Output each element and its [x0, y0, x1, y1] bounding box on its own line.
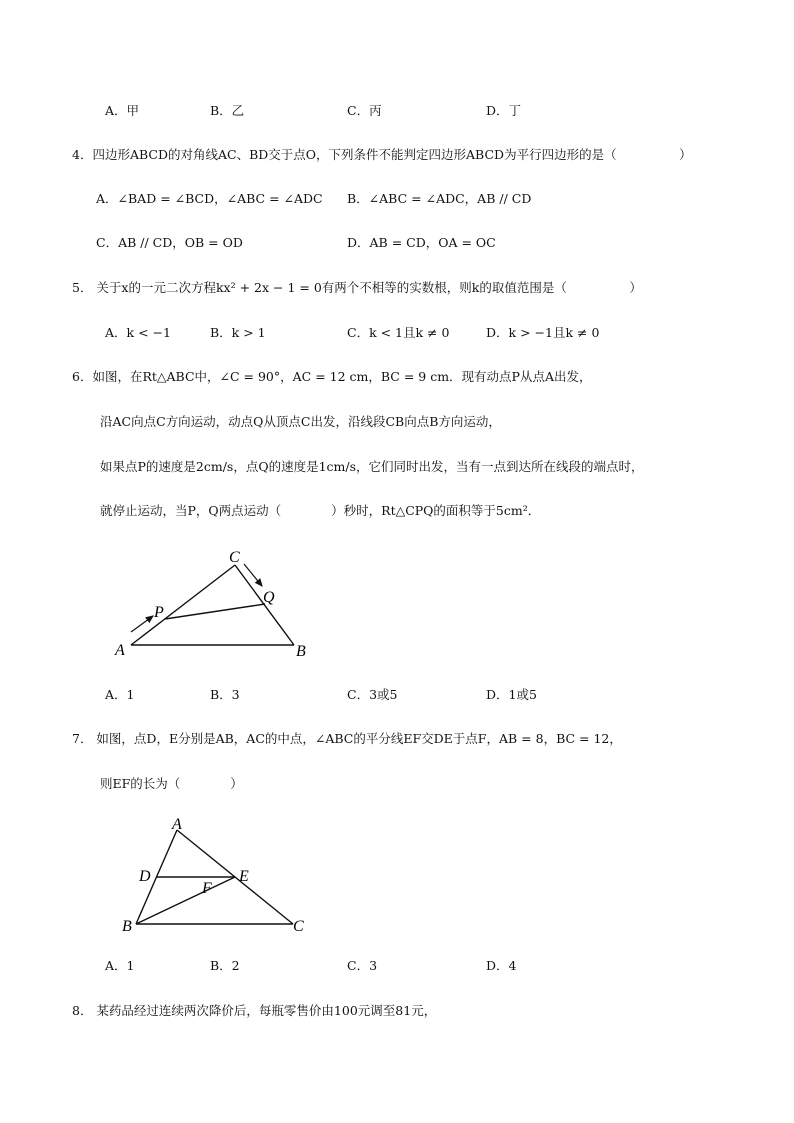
- q5-option-b: B．k > 1: [210, 325, 266, 340]
- q6-segment-pq: [165, 604, 265, 619]
- q5-option-a: A．k < −1: [105, 325, 171, 340]
- q6-stem-line1: 6．如图，在Rt△ABC中，∠C = 90°，AC = 12 cm，BC = 9 cm．现有动点P从点A出发，: [72, 369, 592, 384]
- q7-option-a: A．1: [105, 958, 135, 973]
- q4-option-b: B．∠ABC = ∠ADC，AB // CD: [347, 191, 532, 206]
- q7-label-b: B: [122, 918, 132, 935]
- q5-option-d: D．k > −1且k ≠ 0: [486, 325, 600, 340]
- q3-option-d: D．丁: [486, 103, 522, 118]
- q6-stem-line2: 沿AC向点C方向运动，动点Q从顶点C出发，沿线段CB向点B方向运动，: [100, 414, 501, 429]
- q7-option-b: B．2: [210, 958, 240, 973]
- q6-stem-line3: 如果点P的速度是2cm/s，点Q的速度是1cm/s，它们同时出发，当有一点到达所在线段的端点时，: [100, 459, 644, 474]
- q4-option-a: A．∠BAD = ∠BCD，∠ABC = ∠ADC: [96, 191, 323, 206]
- q7-triangle-figure: [115, 810, 325, 940]
- q6-stem-line4: 就停止运动，当P，Q两点运动（ ）秒时，Rt△CPQ的面积等于5cm²．: [100, 503, 541, 518]
- q6-option-c: C．3或5: [347, 687, 398, 702]
- q6-triangle-figure: [105, 540, 325, 665]
- q7-label-a: A: [172, 816, 182, 833]
- q3-option-c: C．丙: [347, 103, 382, 118]
- q7-segment-bf: [136, 877, 235, 924]
- q3-option-b: B．乙: [210, 103, 245, 118]
- q7-label-e: E: [239, 868, 249, 885]
- q7-stem-line1: 7． 如图，点D，E分别是AB，AC的中点，∠ABC的平分线EF交DE于点F，AB = 8，BC = 12，: [72, 731, 622, 746]
- q7-label-f: F: [202, 880, 212, 897]
- q6-label-a: A: [115, 642, 125, 659]
- q7-label-d: D: [139, 868, 151, 885]
- q7-label-c: C: [293, 918, 304, 935]
- q6-option-d: D．1或5: [486, 687, 537, 702]
- q6-label-q: Q: [263, 589, 275, 606]
- q6-label-b: B: [296, 643, 306, 660]
- q6-arrow-q: [244, 564, 262, 586]
- q7-option-c: C．3: [347, 958, 378, 973]
- q5-stem: 5． 关于x的一元二次方程kx² + 2x − 1 = 0有两个不相等的实数根，则k的取值范围是（ ）: [72, 280, 642, 295]
- q4-option-d: D．AB = CD，OA = OC: [347, 235, 496, 250]
- q6-option-b: B．3: [210, 687, 240, 702]
- q6-side-ac: [131, 565, 235, 645]
- q3-option-a: A．甲: [105, 103, 140, 118]
- q6-label-p: P: [154, 604, 164, 621]
- q6-option-a: A．1: [105, 687, 135, 702]
- q5-option-c: C．k < 1且k ≠ 0: [347, 325, 450, 340]
- q7-option-d: D．4: [486, 958, 517, 973]
- q4-option-c: C．AB // CD，OB = OD: [96, 235, 243, 250]
- q7-stem-line2: 则EF的长为（ ）: [100, 776, 243, 791]
- q4-stem: 4．四边形ABCD的对角线AC、BD交于点O，下列条件不能判定四边形ABCD为平行四边形的是（ ）: [72, 147, 692, 162]
- q8-stem: 8． 某药品经过连续两次降价后，每瓶零售价由100元调至81元，: [72, 1003, 437, 1018]
- q6-arrow-p: [131, 616, 153, 632]
- q6-label-c: C: [229, 549, 240, 566]
